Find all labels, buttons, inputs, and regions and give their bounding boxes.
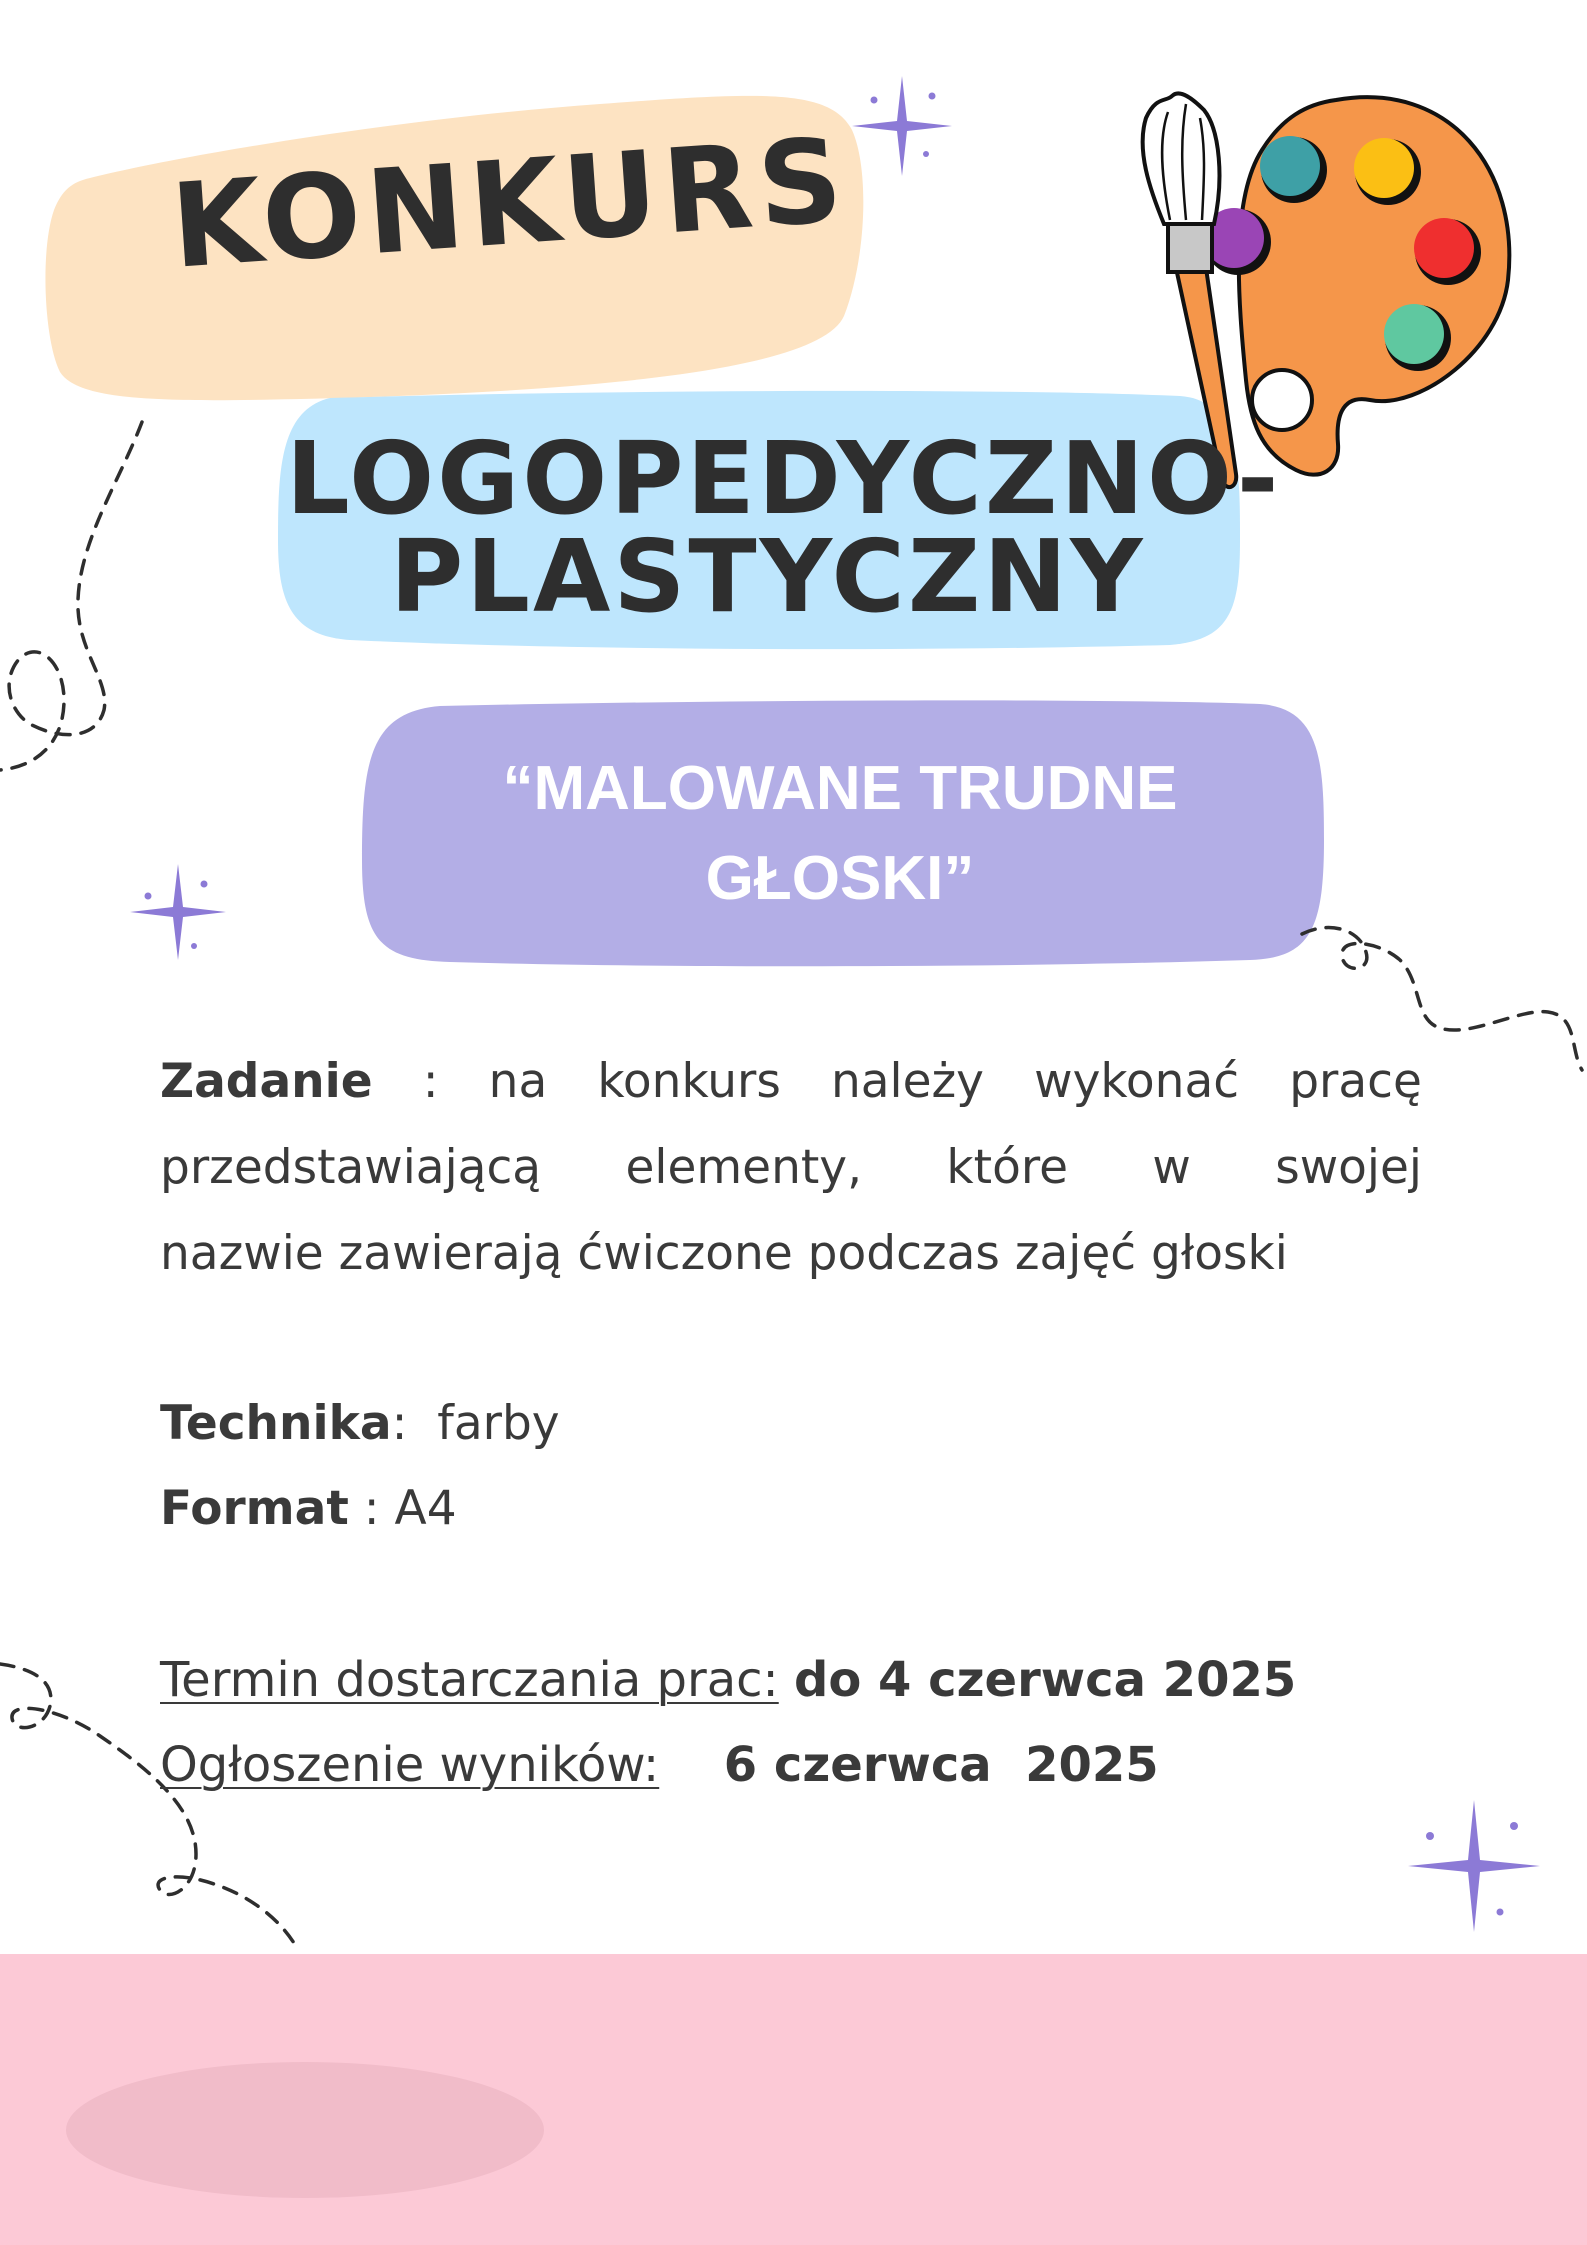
deadline-value: do 4 czerwca 2025 (794, 1652, 1297, 1708)
dashed-swirl-line (0, 422, 142, 770)
task-word: swojej (1275, 1140, 1422, 1195)
sparkle-icon (130, 864, 226, 960)
format-row: Format : A4 (160, 1481, 457, 1536)
technique-row: Technika: farby (160, 1396, 560, 1451)
task-separator: : (422, 1054, 439, 1109)
paint-palette-icon (1204, 97, 1509, 474)
task-word: należy (830, 1054, 985, 1109)
format-value: A4 (394, 1481, 457, 1536)
dashed-swirl-line (1302, 928, 1582, 1070)
task-word: w (1152, 1140, 1191, 1195)
title-line-1: LOGOPEDYCZNO- (286, 420, 1282, 537)
sparkle-icon (1408, 1800, 1540, 1932)
task-line-1 (160, 1054, 1422, 1114)
task-word: przedstawiającą (160, 1140, 542, 1195)
task-word: które (946, 1140, 1069, 1195)
deadline-row (160, 1652, 1422, 1708)
competition-label: KONKURS (167, 112, 853, 295)
task-word: na (488, 1054, 548, 1109)
sparkle-icon (852, 76, 952, 176)
deadline-label: Termin dostarczania prac: (160, 1652, 779, 1708)
task-label: Zadanie (160, 1054, 373, 1109)
results-value: 6 czerwca 2025 (723, 1737, 1159, 1793)
task-line-3: nazwie zawierają ćwiczone podczas zajęć głoski (160, 1226, 1288, 1281)
results-label: Ogłoszenie wyników: (160, 1737, 660, 1793)
title-line-2: PLASTYCZNY (390, 518, 1146, 635)
task-word: wykonać (1034, 1054, 1240, 1109)
task-word: konkurs (597, 1054, 781, 1109)
subtitle-line-2: GŁOSKI” (705, 844, 975, 913)
task-line-2 (160, 1140, 1422, 1200)
technique-value: farby (437, 1396, 560, 1451)
bottom-decorative-ellipse (66, 2062, 544, 2198)
results-row (160, 1737, 1422, 1793)
technique-label: Technika (160, 1396, 392, 1451)
task-word: elementy, (625, 1140, 863, 1195)
format-label: Format (160, 1481, 349, 1536)
task-word: pracę (1289, 1054, 1422, 1109)
subtitle-line-1: “MALOWANE TRUDNE (502, 754, 1178, 823)
